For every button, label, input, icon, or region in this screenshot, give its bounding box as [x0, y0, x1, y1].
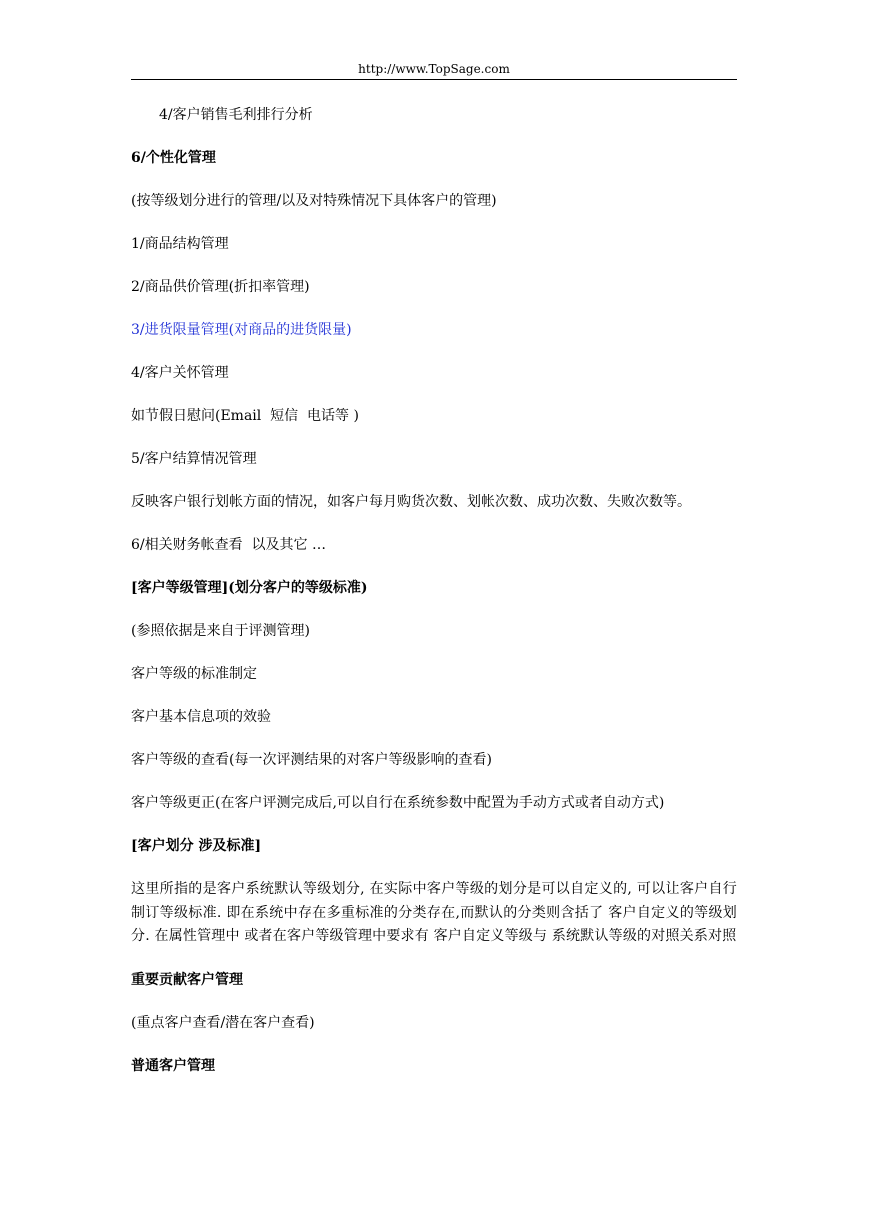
document-body — [131, 104, 737, 1098]
section-heading: [客户等级管理](划分客户的等级标准) — [131, 580, 368, 596]
text-line: 如节假日慰问(Email 短信 电话等 ) — [131, 408, 359, 424]
text-line: (重点客户查看/潜在客户查看) — [131, 1014, 315, 1031]
text-line: 1/商品结构管理 — [131, 236, 229, 252]
section-heading: [客户划分 涉及标准] — [131, 838, 262, 854]
text-line: 5/客户结算情况管理 — [131, 451, 257, 467]
highlighted-line: 3/进货限量管理(对商品的进货限量) — [131, 322, 352, 338]
page-header-url: http://www.TopSage.com — [358, 62, 510, 76]
section-heading: 重要贡献客户管理 — [131, 971, 243, 988]
section-heading: 6/个性化管理 — [131, 150, 216, 166]
text-line: 客户等级的标准制定 — [131, 666, 257, 682]
text-line: 4/客户销售毛利排行分析 — [159, 107, 313, 123]
header-rule — [131, 79, 737, 80]
text-line: 客户基本信息项的效验 — [131, 709, 271, 725]
text-line: 4/客户关怀管理 — [131, 365, 229, 381]
text-line: 6/相关财务帐查看 以及其它 … — [131, 537, 326, 553]
text-line: 客户等级更正(在客户评测完成后,可以自行在系统参数中配置为手动方式或者自动方式) — [131, 795, 665, 811]
text-line: (按等级划分进行的管理/以及对特殊情况下具体客户的管理) — [131, 193, 497, 209]
text-line: (参照依据是来自于评测管理) — [131, 623, 310, 639]
text-line: 客户等级的查看(每一次评测结果的对客户等级影响的查看) — [131, 752, 492, 768]
section-heading: 普通客户管理 — [131, 1057, 215, 1074]
paragraph: 这里所指的是客户系统默认等级划分, 在实际中客户等级的划分是可以自定义的, 可以让客户自行制订等级标准. 即在系统中存在多重标准的分类存在,而默认的分类则含括了 客户自定义的等级划分. 在属性管理中 或者在客户等级管理中要求有 客户自定义等级与 系统默认等级的对照关系对照 — [131, 881, 737, 944]
text-line: 2/商品供价管理(折扣率管理) — [131, 279, 310, 295]
text-line: 反映客户银行划帐方面的情况，如客户每月购货次数、划帐次数、成功次数、失败次数等。 — [131, 494, 691, 510]
